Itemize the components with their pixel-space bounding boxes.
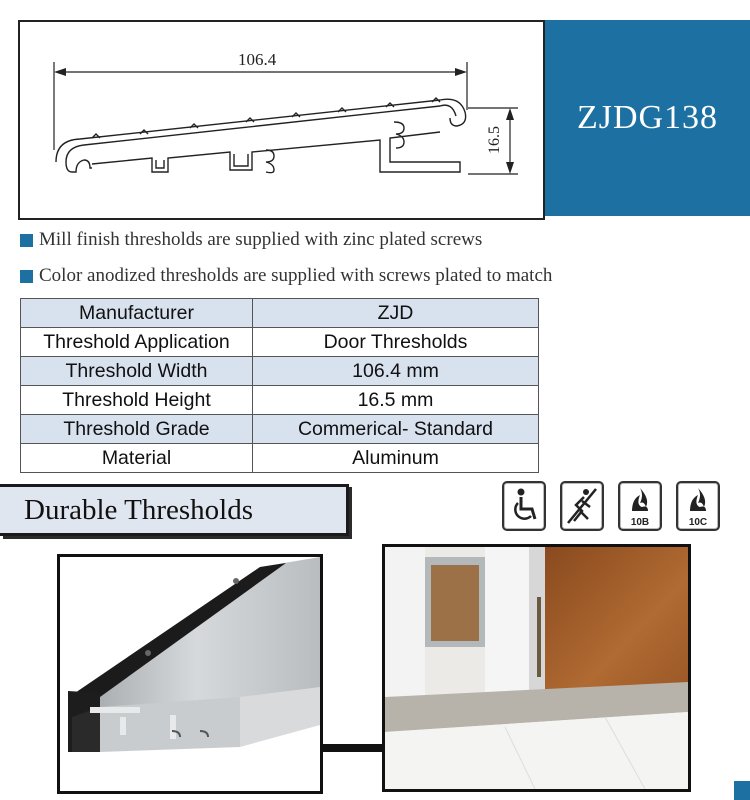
installed-threshold-photo [382,544,691,792]
table-row [21,415,539,444]
fire-rating-label: 10B [630,517,650,528]
model-code: ZJDG138 [576,99,719,136]
spec-key: Threshold Grade [21,415,253,444]
table-row [21,444,539,473]
spec-key: Threshold Application [21,328,253,357]
note-text: Color anodized thresholds are supplied with screws plated to match [39,265,553,286]
threshold-product-photo [57,554,323,794]
table-row [21,386,539,415]
height-dimension-label: 16.5 [486,126,503,154]
spec-key: Threshold Width [21,357,253,386]
table-row [21,357,539,386]
spec-value: 16.5 mm [253,386,539,415]
wheelchair-icon [502,481,546,531]
banner-title: Durable Thresholds [24,493,253,526]
fire-rating-icon [676,481,720,531]
note-text: Mill finish thresholds are supplied with zinc plated screws [39,229,483,250]
spec-key: Manufacturer [21,299,253,328]
spec-value: Commerical- Standard [253,415,539,444]
spec-value: Door Thresholds [253,328,539,357]
threshold-profile-diagram [20,22,547,222]
fire-rating-icon [618,481,662,531]
square-bullet-icon [20,270,33,283]
width-dimension-label: 106.4 [238,50,277,69]
model-panel [545,20,750,216]
spec-value: Aluminum [253,444,539,473]
connector-line [323,744,382,752]
spec-value: 106.4 mm [253,357,539,386]
fire-rating-label: 10C [688,517,708,528]
note-item [20,265,552,287]
spec-table [20,298,539,473]
table-row [21,328,539,357]
note-item [20,229,482,251]
spec-key: Threshold Height [21,386,253,415]
spec-key: Material [21,444,253,473]
no-slip-icon [560,481,604,531]
corner-accent [734,781,750,800]
square-bullet-icon [20,234,33,247]
section-banner [0,484,349,536]
spec-value: ZJD [253,299,539,328]
profile-drawing [18,20,545,220]
table-row [21,299,539,328]
